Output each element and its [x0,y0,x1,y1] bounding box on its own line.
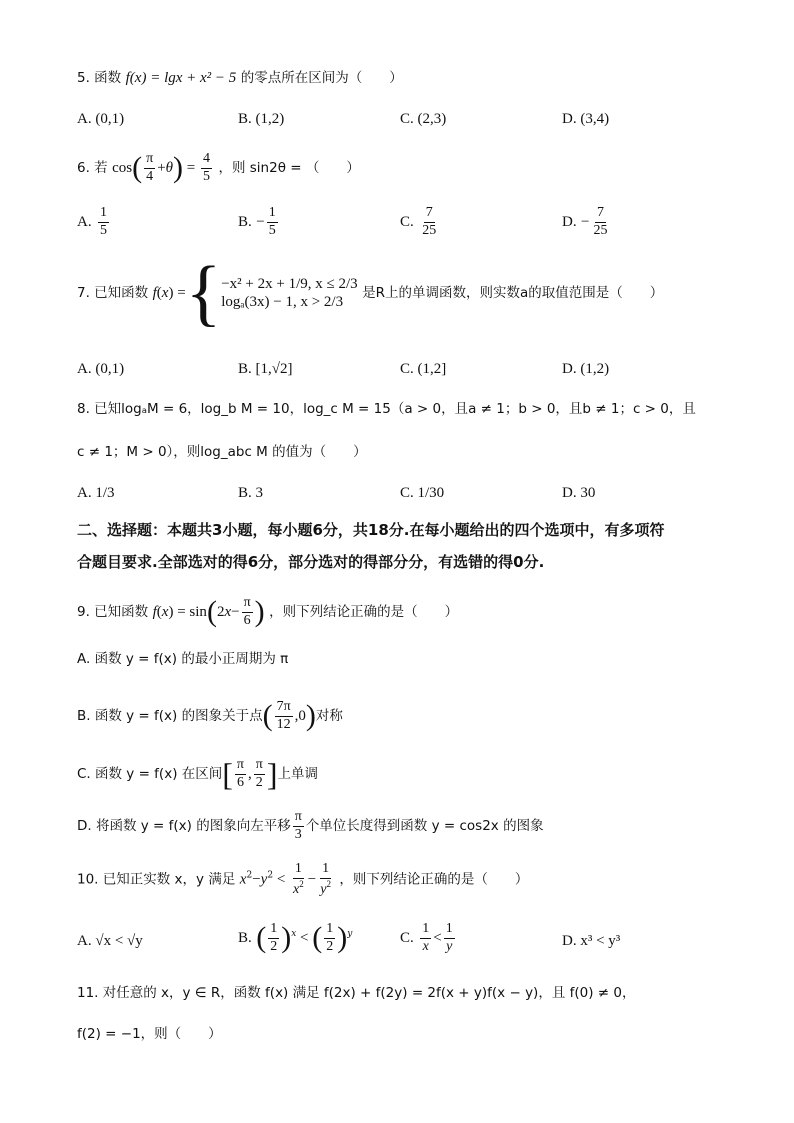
q6-number: 6. 若 [77,160,108,177]
q9-suffix: ，则下列结论正确的是（ ） [269,604,459,621]
q8-option-d: D. 30 [562,485,596,501]
q8-option-c: C. 1/30 [400,485,445,501]
q8-option-a: A. 1/3 [77,485,115,501]
question-9: 9. 已知函数 f(x) = sin(2x− $\frac{\pi}{6}$ ) ，则下列结论正确的是（ ） [77,595,459,629]
q6-option-a: A. $\frac{1}{5}$ [77,205,108,238]
q10-suffix: ，则下列结论正确的是（ ） [339,871,529,888]
q7-option-b: B. [1,√2] [238,361,293,377]
q7-number: 7. 已知函数 [77,285,149,301]
question-6: 6. 若 cos( $\frac{\pi}{4}$ +θ) = $\frac{4}{5}$ ，则 sin2θ = （ ） [77,151,360,185]
question-8-line-1: 8. 已知logₐM = 6，log_b M = 10，log_c M = 15（a > 0，且a ≠ 1；b > 0，且b ≠ 1；c > 0，且 [77,401,696,417]
q6-suffix: ，则 sin2θ = （ ） [218,160,360,177]
q10-option-a: A. √x < √y [77,933,143,949]
question-11-line-2: f(2) = −1，则（ ） [77,1026,222,1042]
q9-number: 9. 已知函数 [77,604,149,621]
section-2-heading-line-2: 合题目要求.全部选对的得6分，部分选对的得部分分，有选错的得0分. [77,553,545,571]
question-10: 10. 已知正实数 x，y 满足 $x^2-y^2$ < $\frac{1}{x^2}$ − $\frac{1}{y^2}$ ，则下列结论正确的是（ ） [77,861,529,897]
q10-option-b: B. ( $\frac{1}{2}$ )$^x$ < ( $\frac{1}{2}$ )$^y$ [238,921,353,955]
section-2-heading-line-1: 二、选择题：本题共3小题，每小题6分，共18分.在每小题给出的四个选项中，有多项符 [77,521,665,539]
q6-option-b: B. − $\frac{1}{5}$ [238,205,276,238]
q7-suffix: 是R上的单调函数，则实数a的取值范围是（ ） [362,285,664,301]
question-7: 7. 已知函数 f(x) ={ −x² + 2x + 1/9, x ≤ 2/3 logₐ(3x) − 1, x > 2/3 是R上的单调函数，则实数a的取值范围是（ ） [77,252,664,334]
q6-option-d: D. − $\frac{7}{25}$ [562,205,608,238]
q10-option-c: C. $\frac{1}{x}$ < $\frac{1}{y}$ [400,921,453,954]
q7-option-c: C. (1,2] [400,361,447,377]
q9-option-d: D. 将函数 y = f(x) 的图象向左平移 $\frac{\pi}{3}$ 个单位长度得到函数 y = cos2x 的图象 [77,809,544,842]
q8-option-b: B. 3 [238,485,264,501]
q7-piece-1: −x² + 2x + 1/9, x ≤ 2/3 [221,275,358,292]
q5-number: 5. 函数 [77,70,122,86]
q10-number: 10. 已知正实数 x，y 满足 [77,871,236,888]
q5-option-a: A. (0,1) [77,111,125,127]
q6-option-c: C. $\frac{7}{25}$ [400,205,437,238]
q9-option-a: A. 函数 y = f(x) 的最小正周期为 π [77,651,289,667]
question-11-line-1: 11. 对任意的 x，y ∈ R，函数 f(x) 满足 f(2x) + f(2y) = 2f(x + y)f(x − y)，且 f(0) ≠ 0， [77,985,636,1001]
q5-option-c: C. (2,3) [400,111,447,127]
q5-suffix: 的零点所在区间为（ ） [240,70,403,86]
q9-option-b: B. 函数 y = f(x) 的图象关于点( $\frac{7\pi}{12}$ ,0)对称 [77,699,343,733]
q5-option-d: D. (3,4) [562,111,610,127]
q5-expression: f(x) = lgx + x² − 5 [125,70,237,86]
q5-option-b: B. (1,2) [238,111,285,127]
q9-option-c: C. 函数 y = f(x) 在区间[ $\frac{\pi}{6}$ , $\frac{\pi}{2}$ ]上单调 [77,756,318,793]
question-8-line-2: c ≠ 1；M > 0），则log_abc M 的值为（ ） [77,444,367,460]
q10-option-d: D. x³ < y³ [562,933,621,949]
q7-option-d: D. (1,2) [562,361,610,377]
q7-option-a: A. (0,1) [77,361,125,377]
q7-piece-2: logₐ(3x) − 1, x > 2/3 [221,293,344,310]
question-5 [77,71,403,86]
